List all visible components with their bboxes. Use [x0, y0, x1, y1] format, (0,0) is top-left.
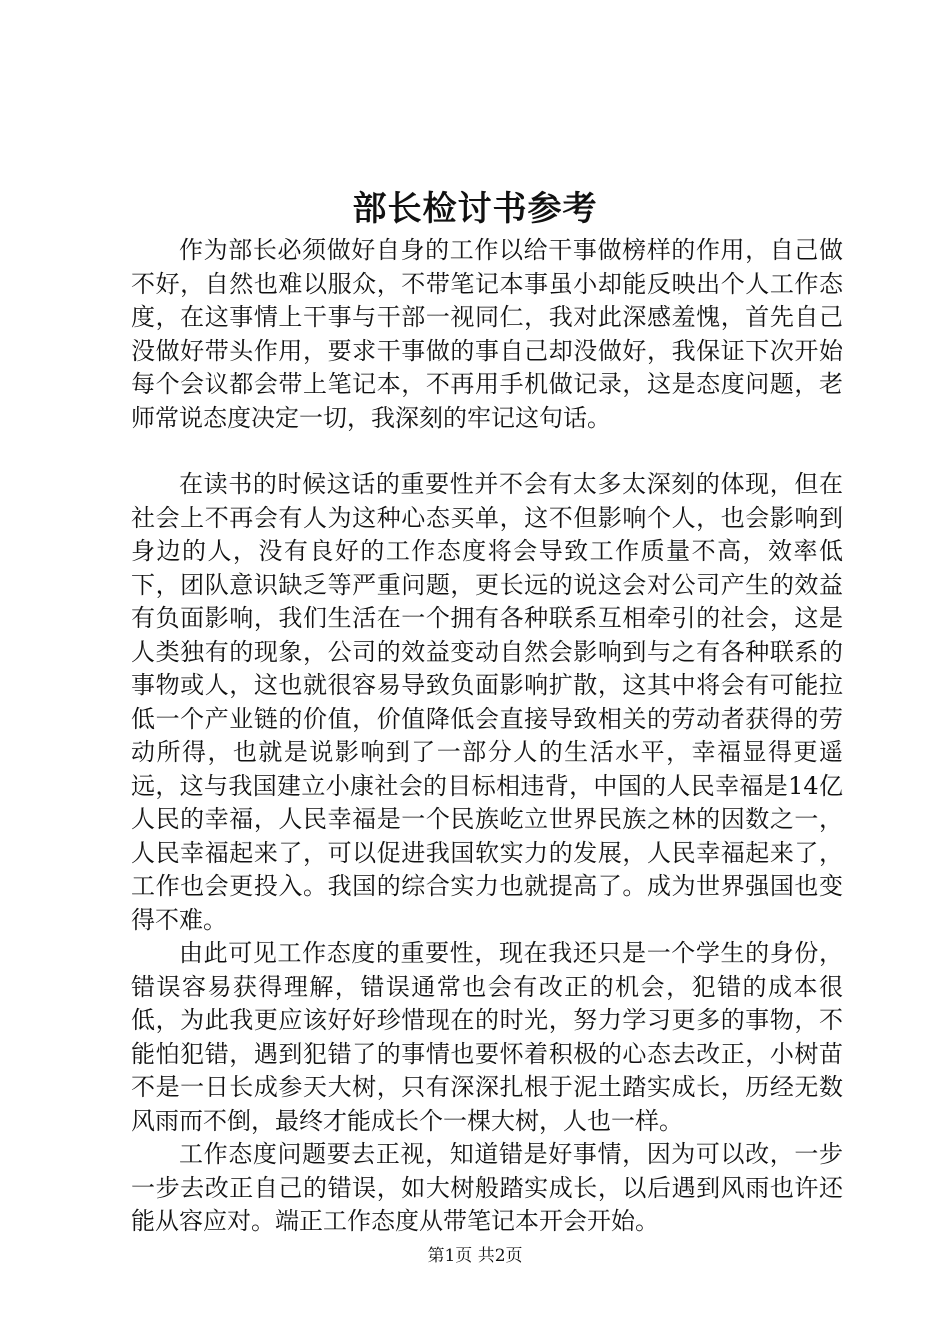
paragraph-3: 由此可见工作态度的重要性，现在我还只是一个学生的身份，错误容易获得理解，错误通常也会有改正的机会，犯错的成本很低，为此我更应该好好珍惜现在的时光，努力学习更多的事物，不能怕犯错，遇到犯错了的事情也要怀着积极的心态去改正，小树苗不是一日长成参天大树，只有深深扎根于泥土踏实成长，历经无数风雨而不倒，最终才能成长个一棵大树，人也一样。: [131, 939, 843, 1135]
document-body: [131, 234, 843, 1239]
document-title: 部长检讨书参考: [352, 189, 598, 229]
page-number-footer: 第1页 共2页: [427, 1246, 523, 1266]
paragraph-4: 工作态度问题要去正视，知道错是好事情，因为可以改，一步一步去改正自己的错误，如大树般踏实成长，以后遇到风雨也许还能从容应对。端正工作态度从带笔记本开会开始。: [131, 1140, 843, 1235]
paragraph-1: 作为部长必须做好自身的工作以给干事做榜样的作用，自己做不好，自然也难以服众，不带笔记本事虽小却能反映出个人工作态度，在这事情上干事与干部一视同仁，我对此深感羞愧，首先自己没做好带头作用，要求干事做的事自己却没做好，我保证下次开始每个会议都会带上笔记本，不再用手机做记录，这是态度问题，老师常说态度决定一切，我深刻的牢记这句话。: [131, 236, 843, 432]
paragraph-2: 在读书的时候这话的重要性并不会有太多太深刻的体现，但在社会上不再会有人为这种心态买单，这不但影响个人，也会影响到身边的人，没有良好的工作态度将会导致工作质量不高，效率低下，团队意识缺乏等严重问题，更长远的说这会对公司产生的效益有负面影响，我们生活在一个拥有各种联系互相牵引的社会，这是人类独有的现象，公司的效益变动自然会影响到与之有各种联系的事物或人，这也就很容易导致负面影响扩散，这其中将会有可能拉低一个产业链的价值，价值降低会直接导致相关的劳动者获得的劳动所得，也就是说影响到了一部分人的生活水平，幸福显得更遥远，这与我国建立小康社会的目标相违背，中国的人民幸福是14亿人民的幸福，人民幸福是一个民族屹立世界民族之林的因数之一，人民幸福起来了，可以促进我国软实力的发展，人民幸福起来了，工作也会更投入。我国的综合实力也就提高了。成为世界强国也变得不难。: [131, 470, 843, 934]
